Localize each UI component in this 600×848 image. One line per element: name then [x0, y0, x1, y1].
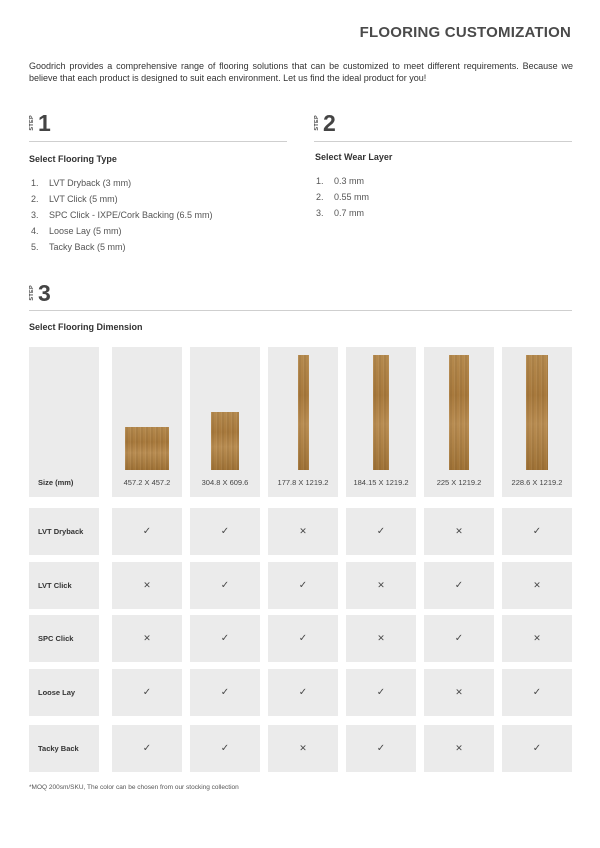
footnote: *MOQ 200sm/SKU, The color can be chosen from our stocking collection [29, 784, 239, 791]
step-3-title: Select Flooring Dimension [29, 322, 143, 332]
check-icon: ✓ [220, 526, 230, 537]
check-icon: ✓ [298, 687, 308, 698]
availability-cell [268, 669, 338, 716]
availability-cell [268, 725, 338, 772]
check-icon: ✓ [532, 743, 542, 754]
check-icon: ✓ [298, 633, 308, 644]
availability-cell [346, 562, 416, 609]
flooring-type-label: Loose Lay [38, 688, 76, 697]
flooring-type-option[interactable]: 4. Loose Lay (5 mm) [31, 226, 122, 236]
cross-icon: ✕ [377, 633, 385, 643]
step-1-divider [29, 141, 287, 142]
dimension-option[interactable] [190, 347, 260, 497]
row-header-cell [29, 562, 99, 609]
availability-cell [424, 669, 494, 716]
step-3-header [29, 282, 51, 304]
check-icon: ✓ [376, 743, 386, 754]
dimension-option[interactable] [268, 347, 338, 497]
cross-icon: ✕ [143, 633, 151, 643]
dimension-label: 228.6 X 1219.2 [511, 478, 563, 487]
cross-icon: ✕ [143, 580, 151, 590]
step-2-number: 2 [323, 110, 336, 136]
step-2-divider [314, 141, 572, 142]
availability-cell [502, 508, 572, 555]
check-icon: ✓ [220, 580, 230, 591]
step-3-number: 3 [38, 280, 51, 306]
step-3-divider [29, 310, 572, 311]
availability-cell [268, 615, 338, 662]
flooring-type-label: SPC Click [38, 634, 74, 643]
availability-cell [268, 508, 338, 555]
wood-plank-swatch [211, 412, 239, 470]
wear-layer-option[interactable]: 1. 0.3 mm [316, 176, 365, 186]
availability-cell [424, 725, 494, 772]
availability-cell [268, 562, 338, 609]
wear-layer-list [316, 173, 369, 221]
cross-icon: ✕ [299, 743, 307, 753]
check-icon: ✓ [142, 526, 152, 537]
wood-plank-swatch [125, 427, 169, 470]
dimension-option[interactable] [424, 347, 494, 497]
row-header-cell [29, 669, 99, 716]
check-icon: ✓ [142, 687, 152, 698]
row-header-cell [29, 725, 99, 772]
step-1-header [29, 112, 51, 134]
cross-icon: ✕ [455, 743, 463, 753]
availability-cell [424, 615, 494, 662]
dimension-label: 304.8 X 609.6 [201, 478, 249, 487]
availability-cell [190, 508, 260, 555]
availability-cell [346, 615, 416, 662]
check-icon: ✓ [532, 526, 542, 537]
cross-icon: ✕ [377, 580, 385, 590]
step-1-title: Select Flooring Type [29, 154, 117, 164]
flooring-type-option[interactable]: 2. LVT Click (5 mm) [31, 194, 118, 204]
step-1-number: 1 [38, 110, 51, 136]
availability-cell [424, 508, 494, 555]
dimension-label: 177.8 X 1219.2 [277, 478, 329, 487]
flooring-type-option[interactable]: 5. Tacky Back (5 mm) [31, 242, 126, 252]
availability-cell [346, 669, 416, 716]
step-1-word: STEP [29, 115, 35, 131]
check-icon: ✓ [454, 580, 464, 591]
check-icon: ✓ [220, 743, 230, 754]
availability-cell [502, 669, 572, 716]
row-header-cell [29, 615, 99, 662]
intro-paragraph: Goodrich provides a comprehensive range of flooring solutions that can be customized to meet different requirements. Because we believe that each product is designed to suit each environment. Let us find the ideal product for you! [29, 61, 573, 83]
availability-cell [346, 508, 416, 555]
wood-plank-swatch [526, 355, 548, 470]
row-header-cell [29, 508, 99, 555]
flooring-type-option[interactable]: 1. LVT Dryback (3 mm) [31, 178, 132, 188]
check-icon: ✓ [298, 580, 308, 591]
cross-icon: ✕ [299, 526, 307, 536]
wood-plank-swatch [298, 355, 309, 470]
availability-cell [112, 615, 182, 662]
dimension-label: 457.2 X 457.2 [123, 478, 171, 487]
dimension-label: 184.15 X 1219.2 [353, 478, 409, 487]
size-header-cell [29, 347, 99, 497]
availability-cell [112, 508, 182, 555]
step-3-word: STEP [29, 285, 35, 301]
size-header-label: Size (mm) [38, 478, 74, 487]
check-icon: ✓ [220, 687, 230, 698]
availability-cell [346, 725, 416, 772]
availability-cell [112, 562, 182, 609]
dimension-option[interactable] [502, 347, 572, 497]
check-icon: ✓ [376, 526, 386, 537]
check-icon: ✓ [454, 633, 464, 644]
availability-cell [190, 669, 260, 716]
availability-cell [190, 615, 260, 662]
step-2-title: Select Wear Layer [315, 152, 393, 162]
flooring-type-option[interactable]: 3. SPC Click - IXPE/Cork Backing (6.5 mm) [31, 210, 213, 220]
dimension-option[interactable] [346, 347, 416, 497]
flooring-type-label: Tacky Back [38, 744, 79, 753]
cross-icon: ✕ [455, 526, 463, 536]
availability-cell [112, 725, 182, 772]
wear-layer-option[interactable]: 2. 0.55 mm [316, 192, 370, 202]
dimension-option[interactable] [112, 347, 182, 497]
wear-layer-option[interactable]: 3. 0.7 mm [316, 208, 365, 218]
step-2-header [314, 112, 336, 134]
availability-cell [502, 562, 572, 609]
availability-cell [424, 562, 494, 609]
page-title: FLOORING CUSTOMIZATION [359, 24, 571, 41]
step-2-word: STEP [314, 115, 320, 131]
check-icon: ✓ [142, 743, 152, 754]
availability-cell [190, 562, 260, 609]
check-icon: ✓ [220, 633, 230, 644]
availability-cell [502, 615, 572, 662]
flooring-type-list [31, 175, 213, 255]
check-icon: ✓ [532, 687, 542, 698]
wood-plank-swatch [373, 355, 389, 470]
availability-cell [502, 725, 572, 772]
flooring-type-label: LVT Dryback [38, 527, 84, 536]
flooring-type-label: LVT Click [38, 581, 72, 590]
cross-icon: ✕ [533, 580, 541, 590]
check-icon: ✓ [376, 687, 386, 698]
availability-cell [112, 669, 182, 716]
wood-plank-swatch [449, 355, 469, 470]
cross-icon: ✕ [533, 633, 541, 643]
cross-icon: ✕ [455, 687, 463, 697]
availability-cell [190, 725, 260, 772]
dimension-label: 225 X 1219.2 [436, 478, 482, 487]
